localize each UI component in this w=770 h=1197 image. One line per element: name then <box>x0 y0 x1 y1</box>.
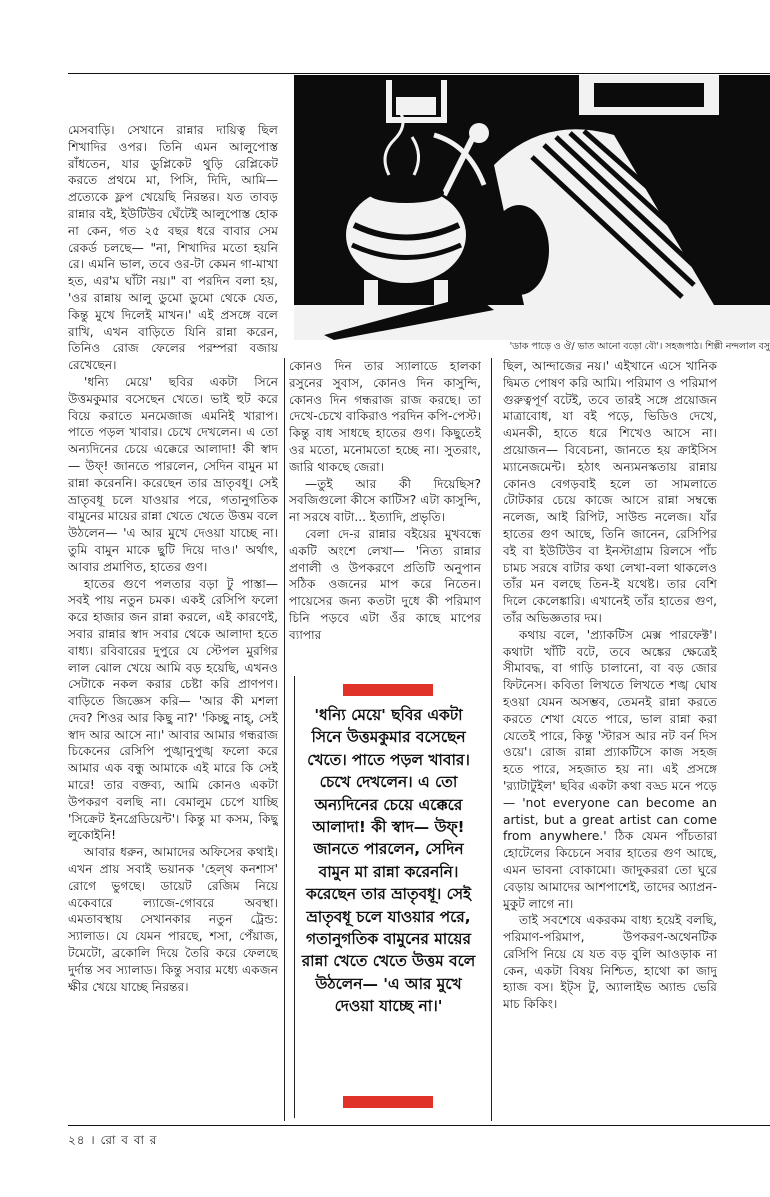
pull-quote-accent-bar <box>343 684 433 696</box>
paragraph: —তুই আর কী দিয়েছিস? সবজিগুলো কীসে কাটিস? এটা কাসুন্দি, না সরষে বাটা... ইত্যাদি, প্রভৃতি। <box>289 476 481 525</box>
page-number: ২৪ <box>68 1133 86 1147</box>
illustration-woodcut <box>294 75 770 340</box>
paragraph: কথায় বলে, 'প্র্যাকটিস মেক্স পারফেক্ট'। কথাটা খাঁটি বটে, তবে অঙ্কের ক্ষেত্রেই সীমাবদ্ধ, বা গাড়ি চালানো, বা বড় জোর ফিটনেস। কবিতা লিখতে লিখতে শঙ্খ ঘোষ হওয়া যেমন অসম্ভব, তেমনই রান্না করতে করতে শেখা যেতে পারে, ভাল রান্না করা যেতেই পারে, কিন্তু 'স্টারস আর নট বর্ন দিস ওয়ে'। রোজ রান্না প্র্যাকটিসে কাজ সহজ হতে পারে, সহজাত হয় না। এই প্রসঙ্গে 'র‍্যাটাটুইল' ছবির একটা কথা বড্ড মনে পড়ে— 'not everyone can become an artist, but a great artist can come from anywhere.' ঠিক যেমন পাঁচতারা হোটেলের কিচেনে সবার হাতের গুণ আছে, এমন ভাবনা বোকামো। জাদুকররা তো ঘুরে বেড়ায় আমাদের আশপাশেই, তাদের অ্যাপ্রন-মুকুট লাগে না। <box>503 627 717 911</box>
column-divider <box>284 358 285 1121</box>
paragraph: তাই সবশেষে একরকম বাধ্য হয়েই বলছি, পরিমাণ-পরিমাপ, উপকরণ-অথেনটিক রেসিপি নিয়ে যে যত বড় বুলি আওড়াক না কেন, একটা বিষয় নিশ্চিত, হাথো কা জাদু হ্যাজ বস। ইট্‌স টু, অ্যালাইভ অ্যান্ড ভেরি মাচ কিকিং। <box>503 913 717 1012</box>
paragraph: হাতের গুণে পলতার বড়া টু পাস্তা— সবই পায় নতুন চমক। একই রেসিপি ফলো করে হাজার জন রান্না করলে, এই কারণেই, সবার রান্নার স্বাদ সবার থেকে আলাদা হতে বাধ্য। রবিবারের দুপুরে যে স্টেপল মুরগির লাল ঝোল খেয়ে আমি বড় হয়েছি, এখনও সেটাকে নকল করার চেষ্টা করি প্রাণপণ। বাড়িতে জিজ্ঞেস করি— 'আর কী মশলা দেব? শিওর আর কিছু না?' 'কিচ্ছু নাহ্, সেই স্বাদ আর আসে না।' আবার আমার গন্ধরাজ চিকেনের রেসিপি পুঙ্খানুপুঙ্খ ফলো করে আমার এক বন্ধু আমাকে এই মারে কি সেই মারে! তার বক্তব্য, আমি কোনও একটা উপকরণ বলছি না। বেমালুম চেপে যাচ্ছি 'সিক্রেট ইনগ্রেডিয়েন্ট'। কিন্তু মা কসম, কিছু লুকোইনি! <box>68 576 278 843</box>
article-column-2 <box>289 358 481 672</box>
page-footer <box>68 1132 157 1152</box>
paragraph: কোনও দিন তার স্যালাডে হালকা রসুনের সুবাস, কোনও দিন কাসুন্দি, কোনও দিন গন্ধরাজ রাজ করছে। তা দেখে-চেখে বাকিরাও পরদিন কপি-পেস্ট। কিন্তু বাধ সাধছে হাতের গুণ। কিছুতেই ওর মতো, মনোমতো হচ্ছে না। সুতরাং, জারি থাকছে জেরা। <box>289 359 481 474</box>
paragraph: ছিল, আন্দাজের নয়।' এইখানে এসে খানিক দ্বিমত পোষণ করি আমি। পরিমাণ ও পরিমাপ গুরুত্বপূর্ণ বটেই, তবে তারই সঙ্গে প্রয়োজন মাত্রাবোধ, যা বই পড়ে, ভিডিও দেখে, এমনকী, হাতে ধরে শিখেও আসে না। প্রয়োজন— বিবেচনা, জানতে হয় ক্রাইসিস ম্যানেজমেন্ট। হঠাৎ অন্যমনস্কতায় রান্নায় কোনও বেগড়বাই হলে তা সামলাতে টোটকার চেয়ে কাজে আসে রান্না সম্বন্ধে নলেজ, আই রিপিট, সাউন্ড নলেজ। যাঁর হাতের গুণ আছে, তিনি জানেন, রেসিপির বই বা ইউটিউব বা ইনস্টাগ্রাম রিলসে পাঁচ চামচ সরষে বাটার কথা লেখা-বলা থাকলেও তাঁর মন বলছে তিন-ই যথেষ্ট। তার বেশি দিলে কেলেঙ্কারি। এখানেই তাঁর হাতের গুণ, তাঁর অভিজ্ঞতার দম। <box>503 359 717 625</box>
section-name: রো ব বা র <box>100 1133 158 1147</box>
paragraph: 'ধন্যি মেয়ে' ছবির একটা সিনে উত্তমকুমার বসেছেন খেতে। ভাই হুট করে বিয়ে করাতে মনমেজাজ এমনিই খারাপ। পাতে পড়ল খাবার। চেখে দেখলেন। এ তো অন্যদিনের চেয়ে এক্কেরে আলাদা! কী স্বাদ— উফ্! জানতে পারলেন, সেদিন বামুন মা রান্না করেননি। করেছেন তার ভ্রাতৃবধূ। সেই ভ্রাতৃবধূ চলে যাওয়ার পরে, গতানুগতিক বামুনের মায়ের রান্না খেতে খেতে উত্তম বলে উঠলেন— 'এ আর মুখে দেওয়া যাচ্ছে না। তুমি বামুন মাকে ছুটি দিয়ে দাও।' অর্থাৎ, আবার প্রমাণিত, হাতের গুণ। <box>68 374 278 574</box>
column-divider <box>491 358 492 1121</box>
bottom-rule <box>68 1125 770 1126</box>
pull-quote-accent-bar <box>343 1096 433 1108</box>
top-rule <box>68 73 770 74</box>
paragraph: বেলা দে-র রান্নার বইয়ের মুখবন্ধে একটি অংশে লেখা— 'নিত্য রান্নার প্রণালী ও উপকরণে প্রতিটি অনুপান সঠিক ওজনের মাপ করে নিতেন। পায়েসের জন্য কতটা দুধে কী পরিমাণ চিনি পড়বে এটা ওঁর কাছে মাপের ব্যাপার <box>289 526 481 642</box>
footer-separator: । <box>90 1133 96 1147</box>
pull-quote: 'ধন্যি মেয়ে' ছবির একটা সিনে উত্তমকুমার বসেছেন খেতে। পাতে পড়ল খাবার। চেখে দেখলেন। এ তো অন্যদিনের চেয়ে এক্কেরে আলাদা! কী স্বাদ— উফ্! জানতে পারলেন, সেদিন বামুন মা রান্না করেননি। করেছেন তার ভ্রাতৃবধূ। সেই ভ্রাতৃবধূ চলে যাওয়ার পরে, গতানুগতিক বামুনের মায়ের রান্না খেতে খেতে উত্তম বলে উঠলেন— 'এ আর মুখে দেওয়া যাচ্ছে না।' <box>301 706 476 1016</box>
paragraph: আবার ধরুন, আমাদের অফিসের কথাই। এখন প্রায় সবাই ভয়ানক 'হেল্থ কনশাস' রোগে ভুগছে। ডায়েট রেজিম নিয়ে একেবারে ল্যাজে-গোবরে অবস্থা। এমতাবস্থায় সেখানকার নতুন ট্রেন্ড: স্যালাড। যে যেমন পারছে, শসা, পেঁয়াজ, টমেটো, ব্রকোলি দিয়ে তৈরি করে ফেলছে দুর্দান্ত সব স্যালাড। কিন্তু সবার মধ্যে একজন ক্ষীর খেয়ে যাচ্ছে নিরন্তর। <box>68 845 278 994</box>
article-column-3 <box>503 358 717 1120</box>
paragraph: মেসবাড়ি। সেখানে রান্নার দায়িত্ব ছিল শিখাদির ওপর। তিনি এমন আলুপোস্ত রাঁধতেন, যার ডুপ্লিকেট থুড়ি রেপ্লিকেট করতে প্রথমে মা, পিসি, দিদি, আমি— প্রত্যেকে ফ্লপ খেয়েছি নিরন্তর। যত তাবড় রান্নার বই, ইউটিউব ঘেঁটেই আলুপোস্ত হোক না কেন, গত ২৫ বছর ধরে বাবার সেম রেকর্ড চলছে— "না, শিখাদির মতো হয়নি রে। এমনি ভাল, তবে ওর-টা কেমন গা-মাখা হত, এর'ম ঘাঁটা নয়।" বা পরদিন বলা হয়, 'ওর রান্নায় আলু ডুমো ডুমো থেকে যেত, কিন্তু মুখে দিলেই মাখন।' এই প্রসঙ্গে বলে রাখি, এখন বাড়িতে যিনি রান্না করেন, তিনিও রোজ ফেলের পরম্পরা বজায় রেখেছেন। <box>68 123 278 373</box>
pull-quote-box <box>294 676 480 1118</box>
article-column-1 <box>68 122 278 1120</box>
image-caption: 'ডাক পাড়ে ও ঔ/ ভাত আনো বড়ো বৌ'। সহজপাঠ। শিল্পী নন্দলাল বসু <box>509 341 770 352</box>
